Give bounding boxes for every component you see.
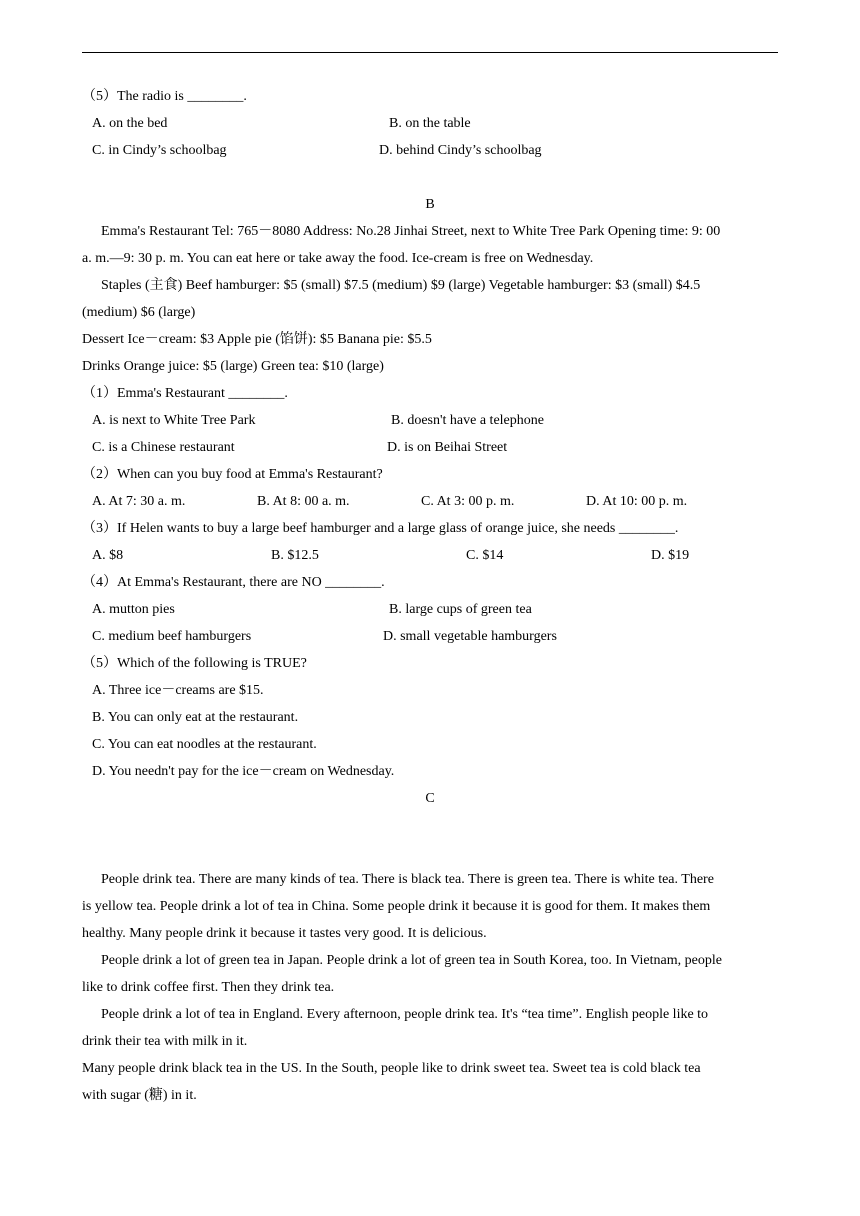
- c-paragraph-3-line-2: drink their tea with milk in it.: [82, 1034, 248, 1049]
- b-info-line-2: a. m.—9: 30 p. m. You can eat here or take away the food. Ice-cream is free on Wednesday.: [82, 251, 594, 266]
- b-q1-options-row-2: [82, 434, 778, 461]
- c-paragraph-2-line-2: like to drink coffee first. Then they drink tea.: [82, 980, 335, 995]
- b-q5-option-d: D. You needn't pay for the ice－cream on Wednesday.: [92, 764, 395, 779]
- b-drinks-line: Drinks Orange juice: $5 (large) Green tea: $10 (large): [82, 359, 384, 374]
- b-q3-option-a: A. $8: [92, 548, 124, 563]
- a-q5-options-row-1: [82, 110, 778, 137]
- b-question-2: （2）When can you buy food at Emma's Restaurant?: [82, 467, 383, 482]
- b-q1-option-c: C. is a Chinese restaurant: [92, 440, 235, 455]
- b-q4-option-d: D. small vegetable hamburgers: [383, 629, 557, 644]
- b-q2-options-row: [82, 488, 778, 515]
- a-q5-options-row-2: [82, 137, 778, 164]
- b-staples-line-2: (medium) $6 (large): [82, 305, 196, 320]
- section-b-heading: B: [425, 197, 435, 212]
- b-q1-option-b: B. doesn't have a telephone: [391, 413, 544, 428]
- b-question-4: （4）At Emma's Restaurant, there are NO ________.: [82, 575, 385, 590]
- b-q5-option-c: C. You can eat noodles at the restaurant.: [92, 737, 317, 752]
- b-staples-line-1: Staples (主食) Beef hamburger: $5 (small) $7.5 (medium) $9 (large) Vegetable hamburger: $3 (small) $4.5: [101, 278, 701, 293]
- b-q1-option-d: D. is on Beihai Street: [387, 440, 508, 455]
- b-q3-options-row: [82, 542, 778, 569]
- section-c-heading: C: [425, 791, 435, 806]
- b-question-5: （5）Which of the following is TRUE?: [82, 656, 307, 671]
- b-q3-option-c: C. $14: [466, 548, 504, 563]
- c-paragraph-3-line-1: People drink a lot of tea in England. Every afternoon, people drink tea. It's “tea time”. English people like to: [101, 1007, 709, 1022]
- c-paragraph-4-line-2: with sugar (糖) in it.: [82, 1088, 197, 1103]
- header-rule: [82, 52, 778, 53]
- a-q5-option-d: D. behind Cindy’s schoolbag: [379, 143, 542, 158]
- b-q2-option-b: B. At 8: 00 a. m.: [257, 494, 350, 509]
- b-q5-option-b: B. You can only eat at the restaurant.: [92, 710, 299, 725]
- b-q3-option-d: D. $19: [651, 548, 690, 563]
- b-q4-option-a: A. mutton pies: [92, 602, 175, 617]
- b-q4-option-b: B. large cups of green tea: [389, 602, 532, 617]
- b-info-line-1: Emma's Restaurant Tel: 765－8080 Address: No.28 Jinhai Street, next to White Tree Park Opening time: 9: 00: [101, 224, 721, 239]
- b-q5-option-a: A. Three ice－creams are $15.: [92, 683, 264, 698]
- b-q2-option-c: C. At 3: 00 p. m.: [421, 494, 515, 509]
- c-paragraph-4-line-1: Many people drink black tea in the US. In the South, people like to drink sweet tea. Sweet tea is cold black tea: [82, 1061, 701, 1076]
- b-dessert-line: Dessert Ice－cream: $3 Apple pie (馅饼): $5 Banana pie: $5.5: [82, 332, 432, 347]
- document-body: [82, 83, 778, 1109]
- c-paragraph-1-line-3: healthy. Many people drink it because it tastes very good. It is delicious.: [82, 926, 487, 941]
- a-q5-option-b: B. on the table: [389, 116, 471, 131]
- c-paragraph-2-line-1: People drink a lot of green tea in Japan. People drink a lot of green tea in South Korea, too. In Vietnam, people: [101, 953, 722, 968]
- a-question-5: （5）The radio is ________.: [82, 89, 247, 104]
- c-paragraph-1-line-1: People drink tea. There are many kinds of tea. There is black tea. There is green tea. There is white tea. There: [101, 872, 714, 887]
- b-question-3: （3）If Helen wants to buy a large beef hamburger and a large glass of orange juice, she needs ________.: [82, 521, 679, 536]
- b-q3-option-b: B. $12.5: [271, 548, 319, 563]
- b-q4-option-c: C. medium beef hamburgers: [92, 629, 252, 644]
- b-q4-options-row-2: [82, 623, 778, 650]
- c-paragraph-1-line-2: is yellow tea. People drink a lot of tea in China. Some people drink it because it is good for them. It makes them: [82, 899, 711, 914]
- b-question-1: （1）Emma's Restaurant ________.: [82, 386, 288, 401]
- b-q1-options-row-1: [82, 407, 778, 434]
- b-q2-option-a: A. At 7: 30 a. m.: [92, 494, 186, 509]
- a-q5-option-a: A. on the bed: [92, 116, 168, 131]
- a-q5-option-c: C. in Cindy’s schoolbag: [92, 143, 227, 158]
- b-q4-options-row-1: [82, 596, 778, 623]
- b-q2-option-d: D. At 10: 00 p. m.: [586, 494, 688, 509]
- b-q1-option-a: A. is next to White Tree Park: [92, 413, 256, 428]
